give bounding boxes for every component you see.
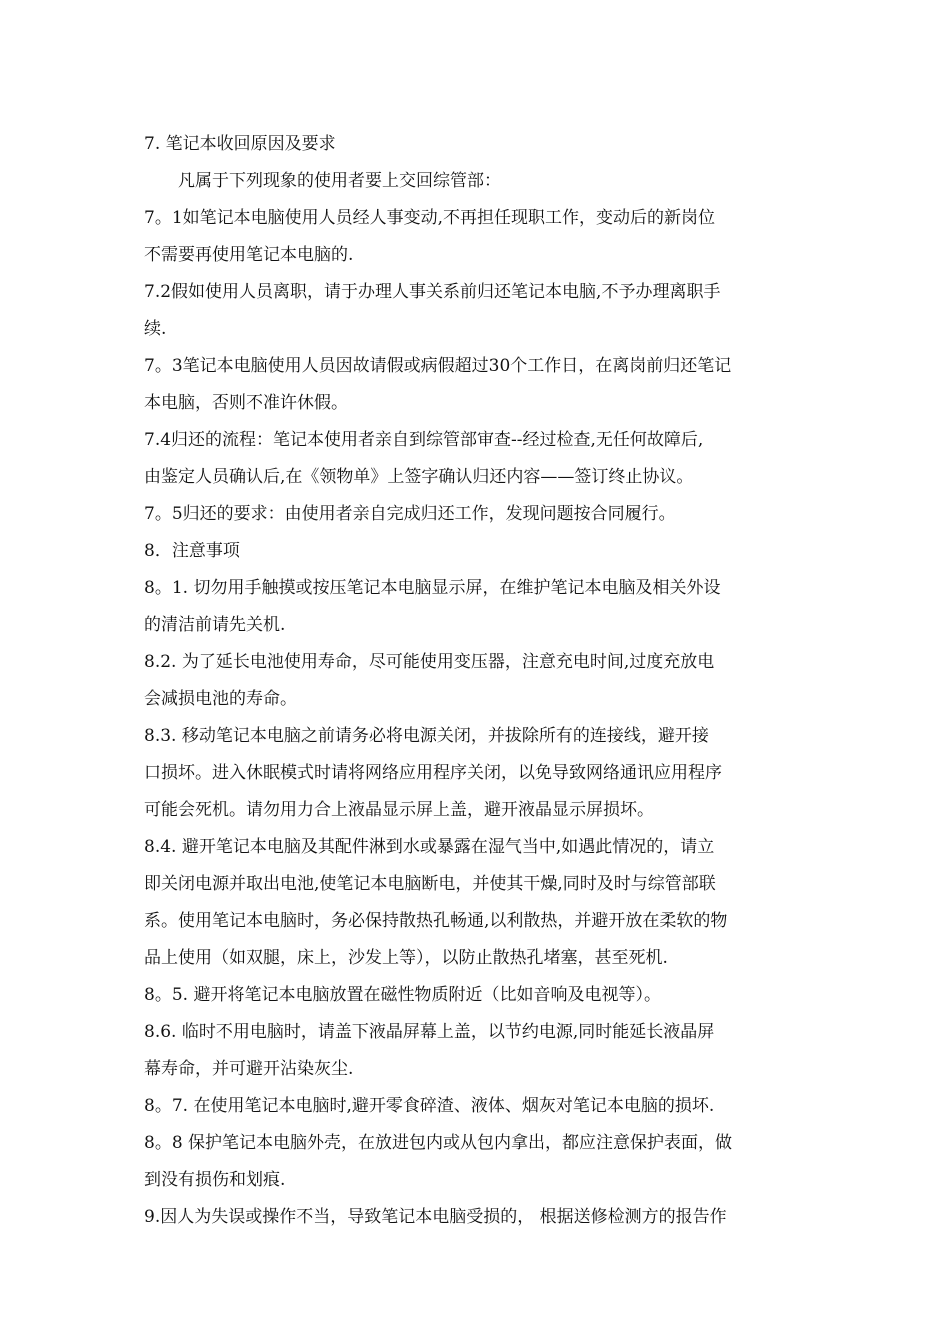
paragraph-line: 7.4归还的流程：笔记本使用者亲自到综管部审查--经过检查,无任何故障后, (144, 430, 704, 450)
document-body (144, 126, 809, 1236)
paragraph-line: 8.3. 移动笔记本电脑之前请务必将电源关闭，并拔除所有的连接线，避开接 (144, 726, 709, 746)
paragraph-line: 幕寿命，并可避开沾染灰尘. (144, 1059, 354, 1079)
paragraph-line: 口损坏。进入休眠模式时请将网络应用程序关闭，以免导致网络通讯应用程序 (144, 763, 722, 783)
paragraph-line: 本电脑，否则不准许休假。 (144, 393, 348, 413)
paragraph-line: 到没有损伤和划痕. (144, 1170, 286, 1190)
paragraph-line: 会减损电池的寿命。 (144, 689, 297, 709)
section-8-heading: 8．注意事项 (144, 541, 240, 561)
paragraph-line: 7。1如笔记本电脑使用人员经人事变动,不再担任现职工作，变动后的新岗位 (144, 208, 716, 228)
paragraph-line: 7。5归还的要求：由使用者亲自完成归还工作，发现问题按合同履行。 (144, 504, 676, 524)
paragraph-line: 7.2假如使用人员离职，请于办理人事关系前归还笔记本电脑,不予办理离职手 (144, 282, 721, 302)
paragraph-line: 即关闭电源并取出电池,使笔记本电脑断电，并使其干燥,同时及时与综管部联 (144, 874, 716, 894)
paragraph-line: 由鉴定人员确认后,在《领物单》上签字确认归还内容——签订终止协议。 (144, 467, 694, 487)
paragraph-line: 的清洁前请先关机. (144, 615, 286, 635)
section-7-heading: 7. 笔记本收回原因及要求 (144, 134, 336, 154)
paragraph-line: 8。7. 在使用笔记本电脑时,避开零食碎渣、液体、烟灰对笔记本电脑的损坏. (144, 1096, 715, 1116)
paragraph-line: 8.2. 为了延长电池使用寿命，尽可能使用变压器，注意充电时间,过度充放电 (144, 652, 715, 672)
paragraph-line: 9.因人为失误或操作不当，导致笔记本电脑受损的， 根据送修检测方的报告作 (144, 1207, 727, 1227)
paragraph-line: 8。5. 避开将笔记本电脑放置在磁性物质附近（比如音响及电视等）。 (144, 985, 661, 1005)
paragraph-line: 可能会死机。请勿用力合上液晶显示屏上盖，避开液晶显示屏损坏。 (144, 800, 654, 820)
paragraph-line: 品上使用（如双腿，床上，沙发上等），以防止散热孔堵塞，甚至死机. (144, 948, 668, 968)
paragraph-line: 8.4. 避开笔记本电脑及其配件淋到水或暴露在湿气当中,如遇此情况的，请立 (144, 837, 715, 857)
paragraph-line: 系。使用笔记本电脑时，务必保持散热孔畅通,以利散热，并避开放在柔软的物 (144, 911, 728, 931)
paragraph-line: 不需要再使用笔记本电脑的. (144, 245, 354, 265)
paragraph-line: 凡属于下列现象的使用者要上交回综管部： (178, 171, 501, 191)
paragraph-line: 8。1. 切勿用手触摸或按压笔记本电脑显示屏，在维护笔记本电脑及相关外设 (144, 578, 721, 598)
paragraph-line: 续. (144, 319, 167, 339)
paragraph-line: 8.6. 临时不用电脑时，请盖下液晶屏幕上盖，以节约电源,同时能延长液晶屏 (144, 1022, 715, 1042)
paragraph-line: 7。3笔记本电脑使用人员因故请假或病假超过30个工作日，在离岗前归还笔记 (144, 356, 732, 376)
paragraph-line: 8。8 保护笔记本电脑外壳，在放进包内或从包内拿出，都应注意保护表面，做 (144, 1133, 733, 1153)
